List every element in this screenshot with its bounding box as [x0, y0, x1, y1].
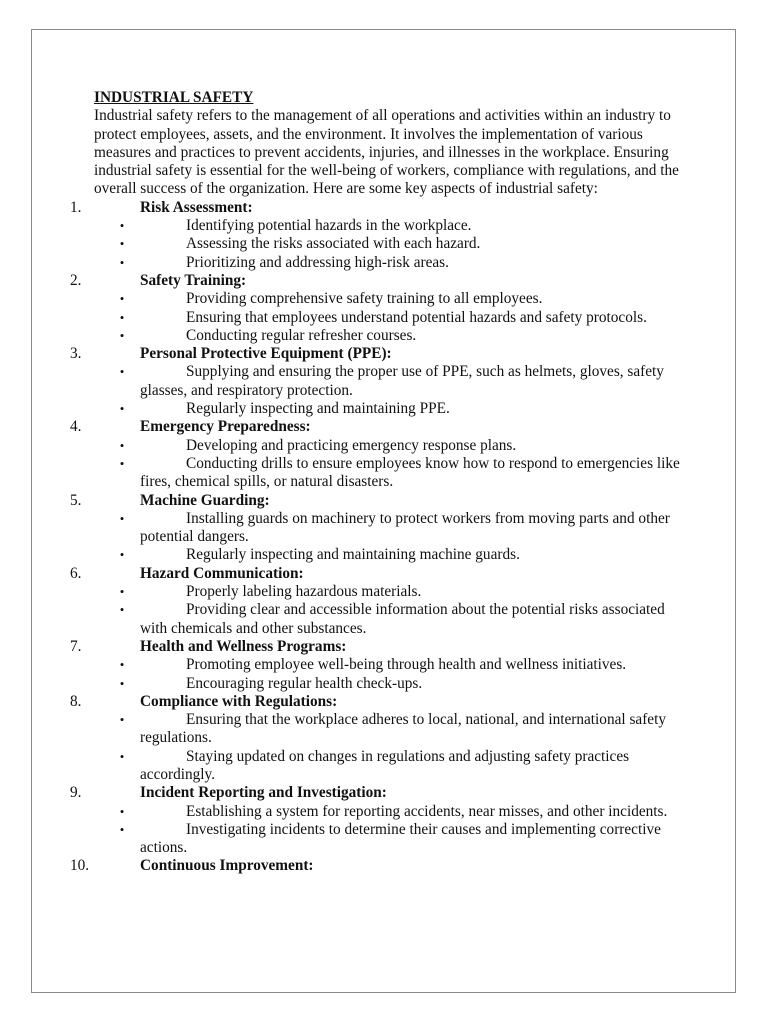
- document-title: INDUSTRIAL SAFETY: [94, 89, 254, 106]
- bullet-icon: •: [119, 401, 125, 417]
- section-number: 7.: [70, 637, 82, 655]
- section-number: 10.: [70, 857, 90, 875]
- list-item: [119, 253, 684, 272]
- bullet-icon: •: [119, 254, 125, 270]
- list-item: [119, 601, 684, 638]
- bullet-icon: •: [119, 510, 125, 526]
- section-heading: Hazard Communication:: [140, 564, 304, 582]
- bullet-icon: •: [119, 803, 125, 819]
- list-section: [70, 271, 684, 290]
- list-item: [119, 509, 684, 547]
- intro-paragraph: Industrial safety refers to the management of all operations and activities within an industry to protect employees, assets, and the environment. It involves the implementation of various measures and practices to prevent accidents, injuries, and illnesses in the workplace. Ensuring industrial safety is essential for the well-being of workers, compliance with regulations, and the overall success of the organization. Here are some key aspects of industrial safety:: [94, 107, 679, 198]
- section-heading: Risk Assessment:: [140, 198, 253, 216]
- list-item: [119, 290, 684, 308]
- list-item: [119, 235, 684, 253]
- list-item-text: Regularly inspecting and maintaining PPE.: [186, 400, 450, 418]
- list-item-text: Providing comprehensive safety training to all employees.: [186, 290, 543, 308]
- list-item-text: Conducting drills to ensure employees know how to respond to emergencies like fires, chemical spills, or natural disasters.: [140, 454, 680, 491]
- list-item-text: Conducting regular refresher courses.: [186, 326, 417, 344]
- list-item-text: Developing and practicing emergency response plans.: [186, 436, 517, 454]
- bullet-icon: •: [119, 602, 125, 618]
- section-heading: Safety Training:: [140, 271, 247, 289]
- section-number: 3.: [70, 345, 82, 363]
- bullet-icon: •: [119, 236, 125, 252]
- section-heading: Personal Protective Equipment (PPE):: [140, 345, 392, 363]
- bullet-icon: •: [119, 309, 125, 325]
- list-item: [119, 454, 684, 492]
- section-number: 1.: [70, 198, 82, 216]
- section-number: 8.: [70, 692, 82, 710]
- bullet-icon: •: [119, 584, 125, 600]
- list-item: [119, 820, 684, 858]
- list-item-text: Investigating incidents to determine their causes and implementing corrective actions.: [140, 820, 661, 857]
- list-section: [70, 345, 684, 363]
- list-item-text: Assessing the risks associated with each hazard.: [186, 235, 481, 253]
- bullet-icon: •: [119, 748, 125, 764]
- list-item: [119, 747, 684, 785]
- section-heading: Emergency Preparedness:: [140, 418, 311, 436]
- document-page: [31, 29, 736, 993]
- section-number: 4.: [70, 418, 82, 436]
- list-item-text: Providing clear and accessible information about the potential risks associated with chemicals and other substances.: [140, 601, 665, 637]
- bullet-icon: •: [119, 218, 125, 234]
- list-section: [70, 857, 684, 875]
- list-section: [70, 198, 684, 217]
- section-number: 9.: [70, 784, 82, 802]
- bullet-icon: •: [119, 364, 125, 380]
- list-item-text: Ensuring that employees understand potential hazards and safety protocols.: [186, 308, 647, 326]
- list-item-text: Installing guards on machinery to protect workers from moving parts and other potential dangers.: [140, 509, 670, 546]
- list-item-text: Establishing a system for reporting accidents, near misses, and other incidents.: [186, 802, 668, 820]
- list-item-text: Identifying potential hazards in the workplace.: [186, 217, 472, 235]
- list-item: [119, 400, 684, 418]
- list-section: [70, 564, 684, 583]
- section-heading: Machine Guarding:: [140, 491, 270, 509]
- bullet-icon: •: [119, 455, 125, 471]
- section-heading: Incident Reporting and Investigation:: [140, 784, 387, 802]
- list-item-text: Promoting employee well-being through health and wellness initiatives.: [186, 656, 627, 674]
- sections-list: [70, 198, 684, 876]
- list-item-text: Properly labeling hazardous materials.: [186, 583, 422, 601]
- list-item: [119, 363, 684, 400]
- list-item-text: Staying updated on changes in regulations and adjusting safety practices accordingly.: [140, 747, 630, 783]
- list-section: [70, 418, 684, 436]
- list-section: [70, 784, 684, 802]
- list-item: [119, 711, 684, 748]
- list-item: [119, 326, 684, 345]
- list-item: [119, 436, 684, 455]
- section-heading: Compliance with Regulations:: [140, 692, 338, 710]
- section-number: 2.: [70, 271, 82, 289]
- list-section: [70, 637, 684, 656]
- list-item: [119, 546, 684, 564]
- list-item: [119, 674, 684, 693]
- bullet-icon: •: [119, 327, 125, 343]
- bullet-icon: •: [119, 291, 125, 307]
- section-heading: Continuous Improvement:: [140, 857, 314, 875]
- list-item: [119, 583, 684, 601]
- list-item-text: Encouraging regular health check-ups.: [186, 674, 423, 692]
- list-item-text: Supplying and ensuring the proper use of PPE, such as helmets, gloves, safety glasses, and respiratory protection.: [140, 363, 664, 399]
- list-item-text: Ensuring that the workplace adheres to local, national, and international safety regulations.: [140, 711, 666, 747]
- section-number: 6.: [70, 564, 82, 582]
- list-section: [70, 692, 684, 711]
- bullet-icon: •: [119, 437, 125, 453]
- list-item: [119, 217, 684, 235]
- bullet-icon: •: [119, 675, 125, 691]
- bullet-icon: •: [119, 547, 125, 563]
- section-heading: Health and Wellness Programs:: [140, 637, 347, 655]
- list-item: [119, 802, 684, 821]
- section-number: 5.: [70, 491, 82, 509]
- list-item-text: Regularly inspecting and maintaining machine guards.: [186, 546, 520, 564]
- list-item: [119, 656, 684, 674]
- list-section: [70, 491, 684, 510]
- bullet-icon: •: [119, 712, 125, 728]
- document-body: [70, 89, 684, 876]
- list-item-text: Prioritizing and addressing high-risk areas.: [186, 253, 449, 271]
- bullet-icon: •: [119, 657, 125, 673]
- list-item: [119, 308, 684, 327]
- bullet-icon: •: [119, 821, 125, 837]
